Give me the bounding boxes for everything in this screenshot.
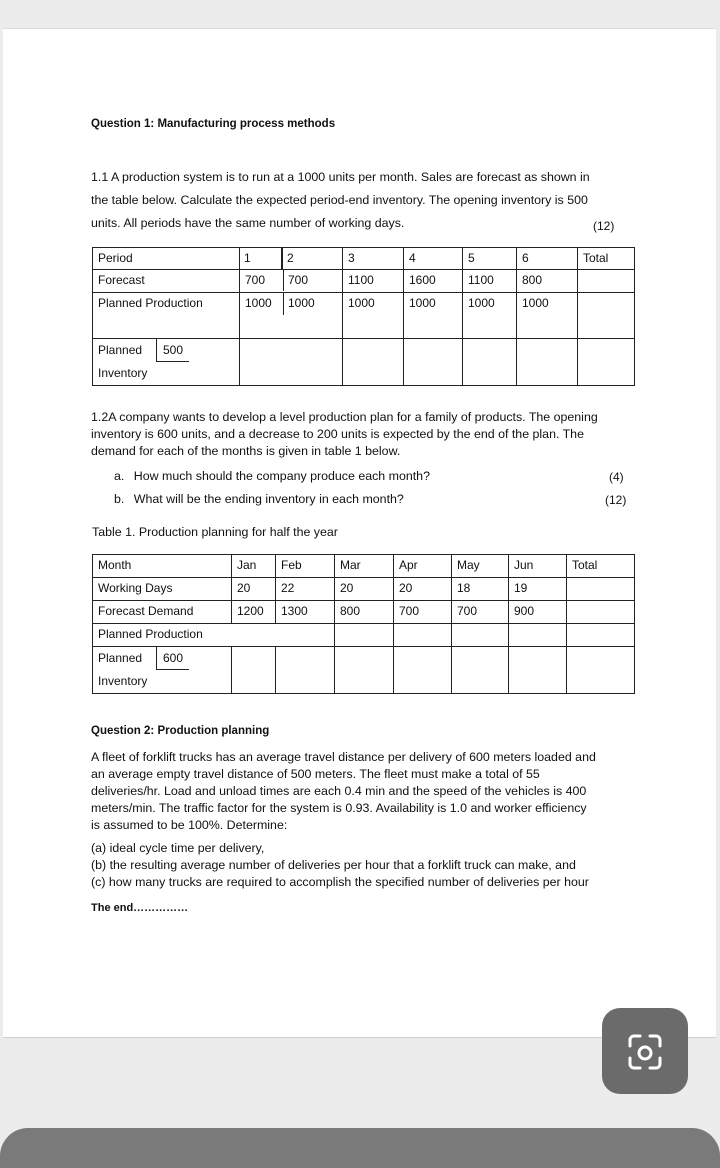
table-1-forecast-row — [93, 270, 635, 293]
q1-p1-line-1: 1.1 A production system is to run at a 1000 units per month. Sales are forecast as shown in — [91, 170, 590, 184]
table-cell: 3 — [343, 248, 404, 270]
table-cell — [93, 339, 240, 386]
q1-item-b-marks: (12) — [605, 493, 627, 507]
table-cell: 700 — [452, 601, 509, 624]
table-2-working-days-row — [93, 578, 635, 601]
item-letter: b. — [114, 492, 125, 506]
q2-part-b: (b) the resulting average number of deliveries per hour that a forklift truck can make, and — [91, 858, 576, 872]
table-cell: Month — [93, 555, 232, 578]
table-cell: Apr — [394, 555, 452, 578]
table-2 — [92, 554, 635, 694]
q2-line-3: deliveries/hr. Load and unload times are each 0.4 min and the speed of the vehicles is 400 — [91, 784, 587, 798]
table-cell — [578, 293, 635, 339]
q1-paragraph-2 — [91, 409, 651, 460]
cell-text: 1000 — [283, 293, 342, 315]
q2-part-c: (c) how many trucks are required to accomplish the specified number of deliveries per hour — [91, 875, 589, 889]
table-cell: 20 — [232, 578, 276, 601]
table-cell: 1000 — [463, 293, 517, 339]
opening-inventory-value: 600 — [156, 647, 189, 670]
table-cell — [240, 339, 343, 386]
table-cell: Jun — [509, 555, 567, 578]
table-cell: 900 — [509, 601, 567, 624]
table-cell — [404, 339, 463, 386]
table-cell: 1600 — [404, 270, 463, 293]
table-cell: 700 — [394, 601, 452, 624]
table-cell — [452, 624, 509, 647]
table-cell: Total — [578, 248, 635, 270]
table-cell — [343, 339, 404, 386]
table-cell — [578, 270, 635, 293]
q2-line-4: meters/min. The traffic factor for the system is 0.93. Availability is 1.0 and worker efficiency — [91, 801, 587, 815]
table-cell — [567, 578, 635, 601]
q1-p1-line-2: the table below. Calculate the expected period-end inventory. The opening inventory is 500 — [91, 193, 588, 207]
cell-text: 1 — [244, 251, 251, 265]
table-cell: Feb — [276, 555, 335, 578]
q1-p2-line-2: inventory is 600 units, and a decrease to 200 units is expected by the end of the plan. The — [91, 427, 584, 441]
table-2-forecast-demand-row — [93, 601, 635, 624]
table-cell — [240, 248, 282, 270]
item-letter: a. — [114, 469, 125, 483]
table-1-planned-inventory-row — [93, 339, 635, 386]
table-cell: 6 — [517, 248, 578, 270]
table-1 — [92, 247, 635, 386]
table-cell — [93, 647, 232, 694]
table-cell: 20 — [394, 578, 452, 601]
item-text: What will be the ending inventory in each month? — [133, 492, 404, 506]
table-cell: Working Days — [93, 578, 232, 601]
table-cell: 4 — [404, 248, 463, 270]
cell-text: 1000 — [245, 296, 272, 310]
table-cell — [276, 647, 335, 694]
q1-heading: Question 1: Manufacturing process methods — [91, 118, 336, 130]
label-line: Planned — [98, 343, 143, 357]
table-cell: Planned Production — [93, 293, 240, 339]
q1-p1-line-3: units. All periods have the same number of working days. — [91, 216, 405, 230]
label-line: Inventory — [98, 674, 148, 688]
q2-part-a: (a) ideal cycle time per delivery, — [91, 841, 265, 855]
table-cell — [335, 624, 394, 647]
q1-item-a-marks: (4) — [609, 470, 624, 484]
document-page — [3, 28, 716, 1038]
q1-p2-line-3: demand for each of the months is given in table 1 below. — [91, 444, 401, 458]
table-cell: 1000 — [517, 293, 578, 339]
table-cell — [452, 647, 509, 694]
table-cell — [394, 624, 452, 647]
table-2-planned-inventory-row — [93, 647, 635, 694]
table-cell — [509, 624, 567, 647]
the-end: The end…………… — [91, 902, 189, 914]
table-cell: 1000 — [343, 293, 404, 339]
table-cell: Period — [93, 248, 240, 270]
q1-p1-marks: (12) — [593, 219, 615, 233]
table-cell — [232, 647, 276, 694]
table-2-caption: Table 1. Production planning for half the year — [92, 525, 338, 539]
q1-item-a — [114, 468, 430, 485]
table-1-header-row — [93, 248, 635, 270]
table-2-planned-production-row — [93, 624, 635, 647]
table-cell: 1200 — [232, 601, 276, 624]
planned-inventory-label — [93, 339, 156, 385]
label-line: Planned — [98, 651, 143, 665]
cell-text: 700 — [245, 273, 266, 287]
bottom-sheet-handle[interactable] — [0, 1128, 720, 1168]
table-cell — [282, 248, 343, 270]
label-line: Inventory — [98, 366, 148, 380]
table-cell — [567, 601, 635, 624]
table-cell — [240, 270, 343, 293]
cell-text: 2 — [282, 248, 341, 269]
table-cell — [463, 339, 517, 386]
table-cell: Forecast — [93, 270, 240, 293]
table-cell — [578, 339, 635, 386]
table-cell: 5 — [463, 248, 517, 270]
table-cell: 1300 — [276, 601, 335, 624]
q1-paragraph-1 — [91, 166, 651, 235]
table-cell: Mar — [335, 555, 394, 578]
q2-line-1: A fleet of forklift trucks has an average travel distance per delivery of 600 meters loaded and — [91, 750, 596, 764]
table-cell — [509, 647, 567, 694]
table-cell: Total — [567, 555, 635, 578]
scan-camera-icon — [602, 1008, 688, 1094]
table-cell: 1100 — [463, 270, 517, 293]
cell-text: 700 — [283, 270, 342, 291]
table-cell — [240, 293, 343, 339]
scan-camera-button[interactable] — [602, 1008, 688, 1094]
q1-item-b — [114, 491, 404, 508]
q2-parts — [91, 840, 661, 891]
table-cell: 19 — [509, 578, 567, 601]
table-cell: 800 — [517, 270, 578, 293]
table-cell: Planned Production — [93, 624, 335, 647]
planned-inventory-label — [93, 647, 156, 693]
q2-paragraph — [91, 749, 661, 834]
table-cell: Forecast Demand — [93, 601, 232, 624]
table-cell: 1100 — [343, 270, 404, 293]
table-cell — [394, 647, 452, 694]
table-cell: 800 — [335, 601, 394, 624]
table-cell: May — [452, 555, 509, 578]
q1-p2-line-1: 1.2A company wants to develop a level production plan for a family of products. The opening — [91, 410, 598, 424]
table-2-header-row — [93, 555, 635, 578]
table-1-planned-production-row — [93, 293, 635, 339]
table-cell — [335, 647, 394, 694]
table-cell: Jan — [232, 555, 276, 578]
table-cell — [517, 339, 578, 386]
q2-line-5: is assumed to be 100%. Determine: — [91, 818, 288, 832]
table-cell — [567, 624, 635, 647]
table-cell — [567, 647, 635, 694]
table-cell: 20 — [335, 578, 394, 601]
q2-line-2: an average empty travel distance of 500 meters. The fleet must make a total of 55 — [91, 767, 540, 781]
opening-inventory-value: 500 — [156, 339, 189, 362]
item-text: How much should the company produce each month? — [133, 469, 430, 483]
table-cell: 18 — [452, 578, 509, 601]
q2-heading: Question 2: Production planning — [91, 725, 270, 737]
table-cell: 1000 — [404, 293, 463, 339]
table-cell: 22 — [276, 578, 335, 601]
